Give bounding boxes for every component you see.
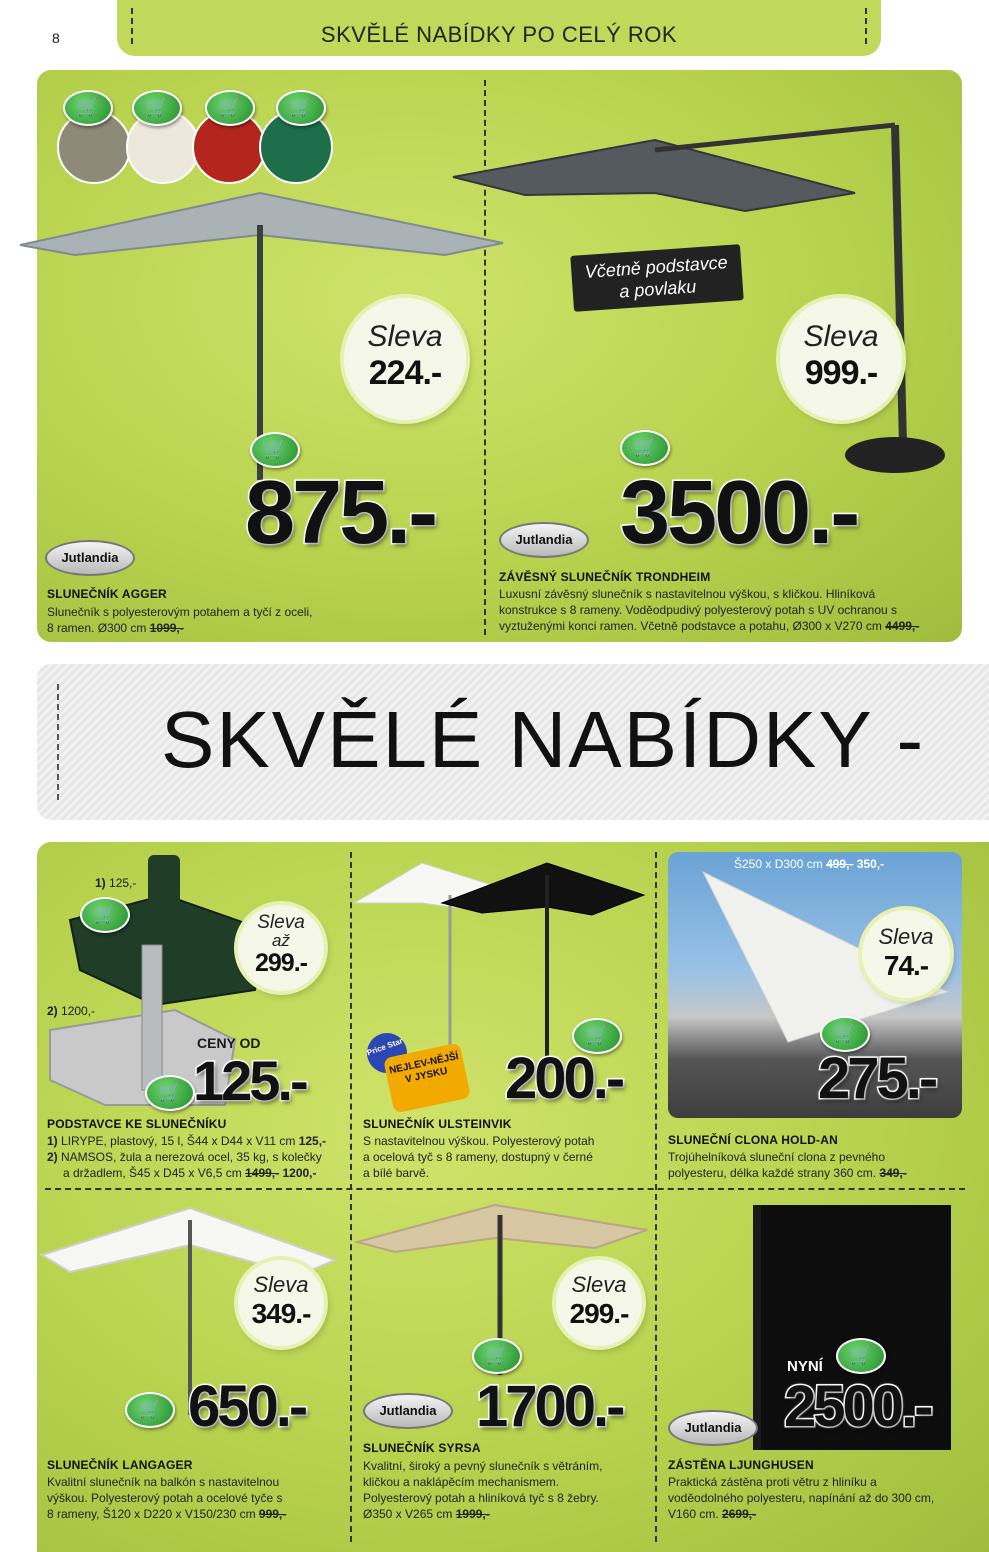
jutlandia-logo: Jutlandia <box>45 540 135 576</box>
discount-value: 224.- <box>368 354 442 392</box>
includes-stand-tag: Včetně podstavce a povlaku <box>570 244 743 312</box>
price-ljunghusen: 2500.- <box>784 1374 931 1439</box>
jutlandia-logo: Jutlandia <box>499 522 589 558</box>
price-ulsteinvik: 200.- <box>505 1046 623 1111</box>
product-title: SLUNEČNÍK LANGAGER <box>47 1458 193 1472</box>
product-description: Kvalitní, široký a pevný slunečník s větráním, kličkou a naklápěcím mechanismem. Polyesterový potah a hliníková tyč s 8 žebry. Ø350 x V265 cm 1999,- <box>363 1459 603 1521</box>
shopping-cart-icon[interactable]: 🛒 <box>620 430 670 466</box>
price-star-badge: Price Star <box>361 1027 412 1078</box>
shopping-cart-icon[interactable]: 🛒 <box>125 1392 175 1428</box>
discount-bubble: Sleva 299.- <box>556 1260 642 1346</box>
shopping-cart-icon[interactable]: 🛒 <box>250 432 300 468</box>
price-syrsa: 1700.- <box>476 1374 623 1439</box>
product-description: Praktická zástěna proti větru z hliníku a voděodolného polyesteru, napínání až do 300 cm, V160 cm. 2699,- <box>668 1475 935 1521</box>
shopping-cart-icon[interactable]: 🛒 <box>472 1338 522 1374</box>
product-description: Trojúhelníková sluneční clona z pevného polyesteru, délka každé strany 360 cm. 349,- <box>668 1150 907 1180</box>
jutlandia-logo: Jutlandia <box>363 1393 453 1429</box>
shopping-cart-icon[interactable]: 🛒 <box>80 897 130 933</box>
product-description: Kvalitní slunečník na balkón s nastavitelnou výškou. Polyesterový potah a ocelové tyče s 8 rameny, Š120 x D220 x V150/230 cm 999,- <box>47 1475 287 1521</box>
product-title: SLUNEČNÍ CLONA HOLD-AN <box>668 1133 838 1147</box>
price-hold-an: 275.- <box>818 1046 936 1111</box>
discount-bubble: Sleva 349.- <box>238 1260 324 1346</box>
panel-divider <box>45 1188 965 1190</box>
divider <box>57 684 59 800</box>
lowest-price-badge: NEJLEV-NĚJŠÍ V JYSKU <box>383 1043 471 1114</box>
stand-label-2: 2) 1200,- <box>47 1004 96 1018</box>
price-stands: 125.- <box>193 1049 306 1112</box>
top-banner-title: SKVĚLÉ NABÍDKY PO CELÝ ROK <box>320 22 678 47</box>
shopping-cart-icon[interactable]: 🛒 <box>836 1338 886 1374</box>
product-title: SLUNEČNÍK SYRSA <box>363 1441 481 1455</box>
product-title: SLUNEČNÍK AGGER <box>47 587 167 601</box>
shopping-cart-icon: 🛒 <box>276 90 326 126</box>
product-title: SLUNEČNÍK ULSTEINVIK <box>363 1117 512 1131</box>
section-banner-title: SKVĚLÉ NABÍDKY - <box>161 695 926 784</box>
shopping-cart-icon: 🛒 <box>205 90 255 126</box>
page-number: 8 <box>52 30 60 46</box>
product-description: 1) LIRYPE, plastový, 15 l, Š44 x D44 x V11 cm 125,- 2) NAMSOS, žula a nerezová ocel, 35 kg, s kolečky a držadlem, Š45 x D45 x V6,5 cm 1499,- 1200,- <box>47 1134 327 1180</box>
discount-bubble: Sleva 999.- <box>780 298 902 420</box>
product-description: Slunečník s polyesterovým potahem a tyčí z oceli, 8 ramen. Ø300 cm 1099,- <box>47 605 313 635</box>
price-trondheim: 3500.- <box>620 463 858 563</box>
shopping-cart-icon: 🛒 <box>63 90 113 126</box>
panel-divider <box>655 852 657 1542</box>
shopping-cart-icon[interactable]: 🛒 <box>820 1016 870 1052</box>
variant-price: Š250 x D300 cm 499,- 350,- <box>734 857 885 871</box>
top-banner <box>117 0 881 56</box>
price-agger: 875.- <box>245 463 436 563</box>
discount-bubble: Sleva až 299.- <box>238 905 324 991</box>
shopping-cart-icon[interactable]: 🛒 <box>572 1018 622 1054</box>
product-title: PODSTAVCE KE SLUNEČNÍKU <box>47 1117 227 1131</box>
product-title: ZÁVĚSNÝ SLUNEČNÍK TRONDHEIM <box>499 570 711 584</box>
stand-label-1: 1) 125,- <box>95 876 137 890</box>
section-banner <box>37 664 989 820</box>
product-title: ZÁSTĚNA LJUNGHUSEN <box>668 1458 814 1472</box>
shopping-cart-icon[interactable]: 🛒 <box>145 1075 195 1111</box>
product-description: Luxusní závěsný slunečník s nastavitelnou výškou, s kličkou. Hliníková konstrukce s 8 rameny. Voděodpudivý polyesterový potah s UV ochranou s vyztuženými konci ramen. Včetně podstavce a potahu, Ø300 x V270 cm 4499,- <box>499 587 920 633</box>
price-langager: 650.- <box>188 1374 306 1439</box>
discount-bubble: Sleva 74.- <box>862 910 950 998</box>
shopping-cart-icon: 🛒 <box>132 90 182 126</box>
price-prefix: CENY OD <box>197 1035 261 1051</box>
price-prefix: NYNÍ <box>787 1358 823 1375</box>
product-description: S nastavitelnou výškou. Polyesterový potah a ocelová tyč s 8 rameny, dostupný v černé a bílé barvě. <box>363 1134 595 1180</box>
jutlandia-logo: Jutlandia <box>668 1410 758 1446</box>
discount-label: Sleva <box>367 320 443 353</box>
